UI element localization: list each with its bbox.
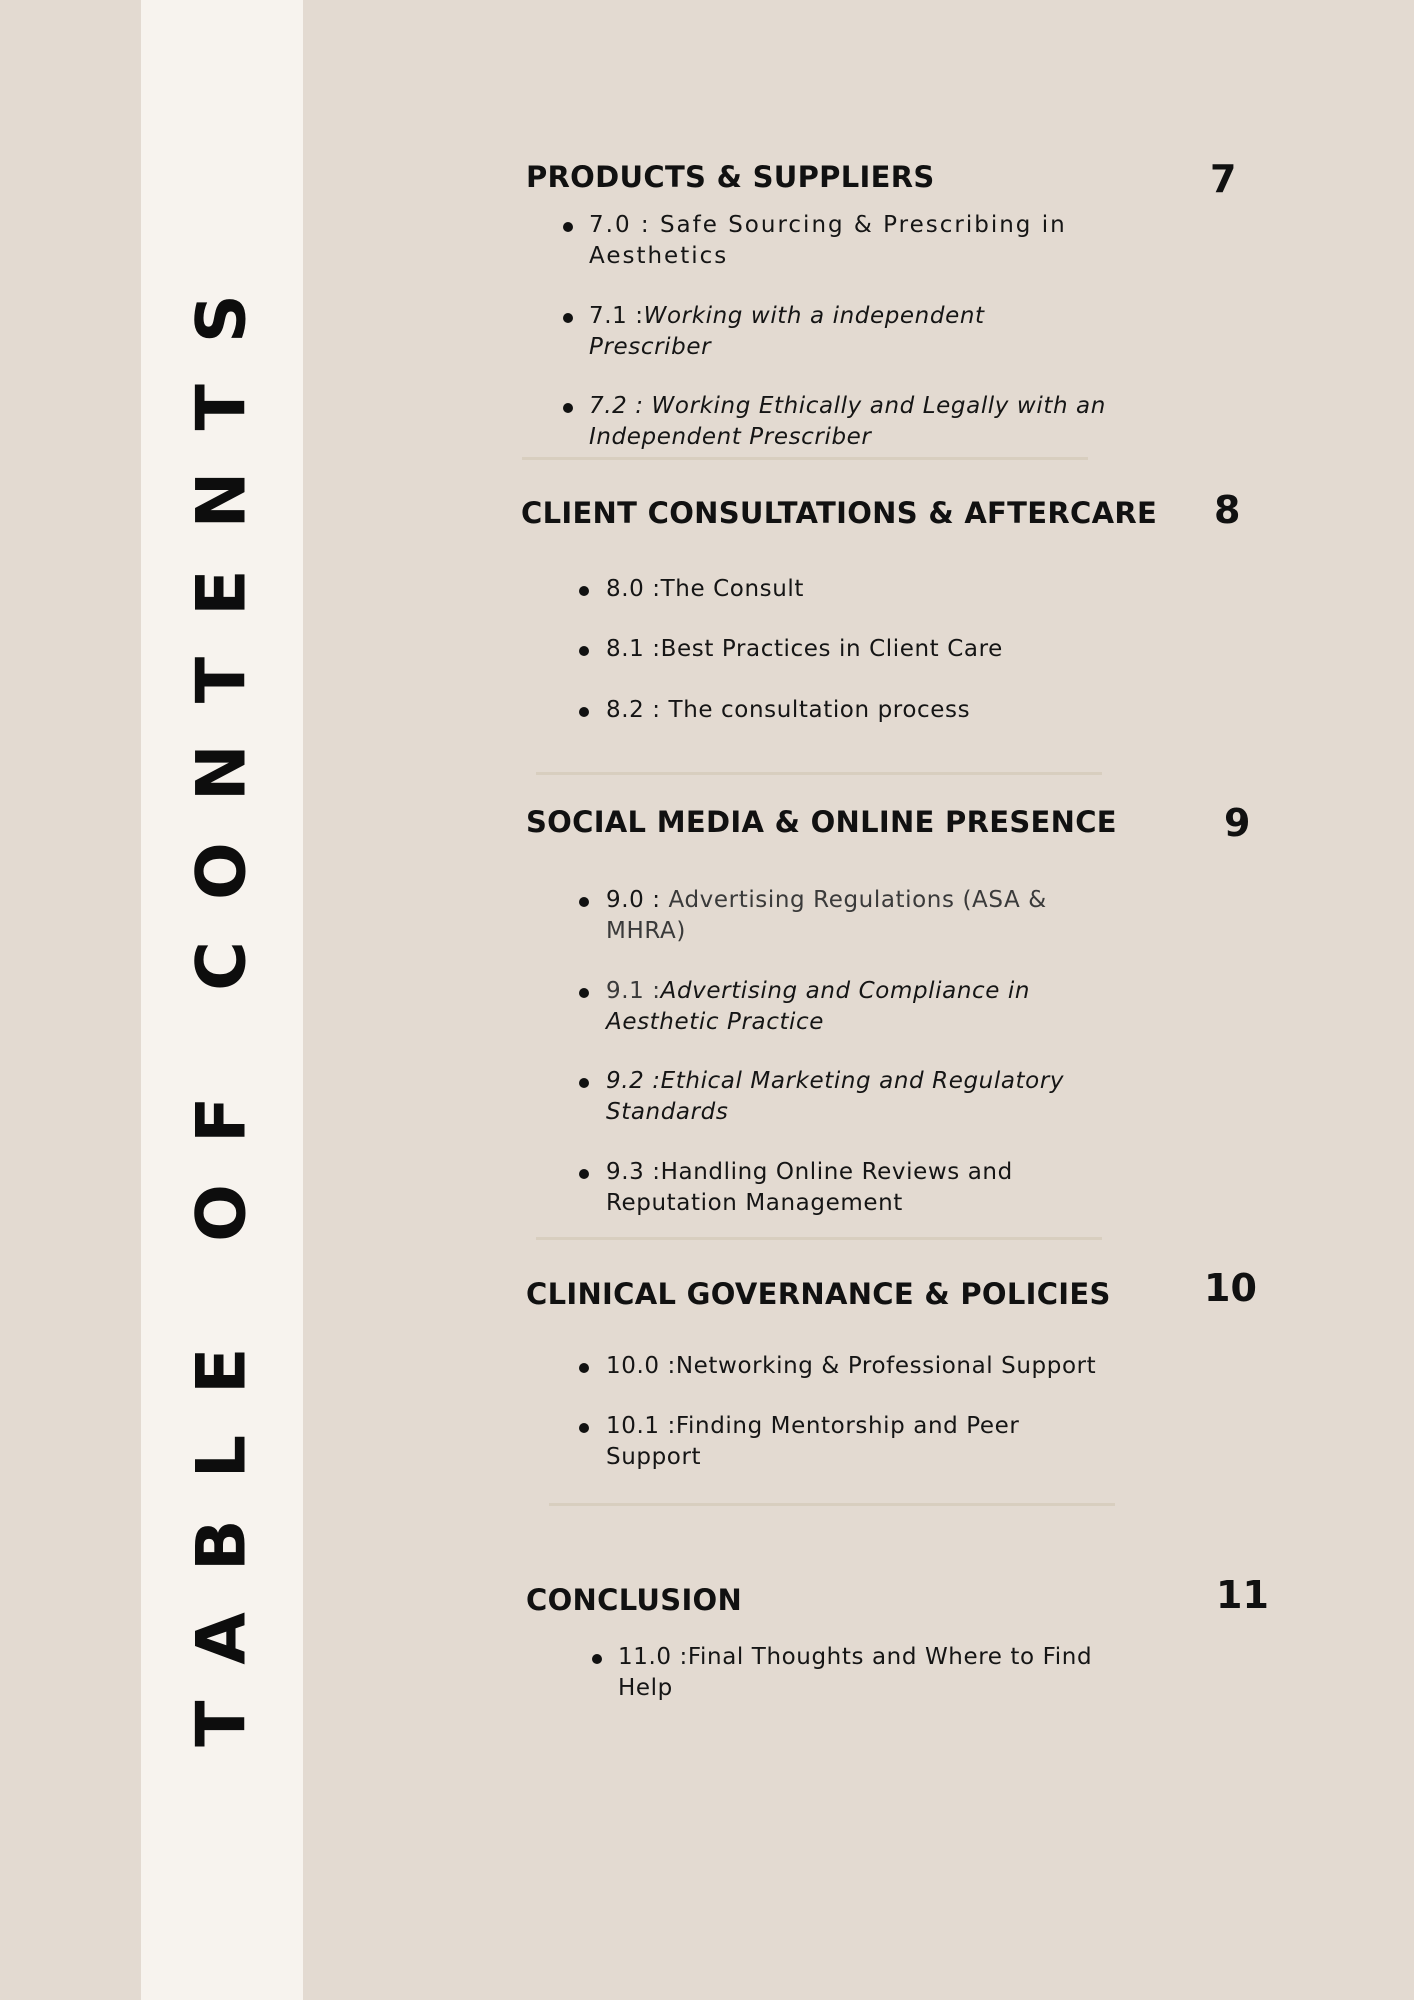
section-divider (536, 772, 1102, 775)
toc-entry[interactable] (606, 634, 1126, 665)
entry-number: 9.3 : (606, 1159, 661, 1185)
entry-number: 10.0 : (606, 1353, 676, 1379)
bullet-icon (579, 988, 589, 998)
entry-text: Safe Sourcing & Prescribing in Aesthetics (589, 212, 1067, 269)
bullet-icon (579, 1363, 589, 1373)
section-title: PRODUCTS & SUPPLIERS (526, 160, 935, 194)
entry-text: Networking & Professional Support (675, 1353, 1097, 1379)
section-title: SOCIAL MEDIA & ONLINE PRESENCE (526, 805, 1117, 839)
toc-entry[interactable] (606, 1157, 1076, 1219)
section-title: CONCLUSION (526, 1583, 743, 1617)
toc-entry[interactable] (606, 1411, 1026, 1473)
toc-entry[interactable] (589, 210, 1109, 272)
bullet-icon (579, 646, 589, 656)
section-page-number: 11 (1216, 1573, 1269, 1617)
entry-number: 7.0 : (589, 212, 651, 238)
bullet-icon (563, 222, 573, 232)
entry-text: Finding Mentorship and Peer Support (606, 1413, 1020, 1470)
toc-entry[interactable] (618, 1642, 1098, 1704)
section-page-number: 8 (1214, 488, 1241, 532)
toc-entry[interactable] (606, 976, 1076, 1038)
entry-number: 11.0 : (618, 1644, 688, 1670)
toc-entry[interactable] (606, 1066, 1076, 1128)
entry-number: 9.1 : (606, 978, 661, 1004)
entry-number: 8.1 : (606, 636, 661, 662)
section-title: CLINICAL GOVERNANCE & POLICIES (526, 1277, 1111, 1311)
vertical-title: TABLE OF CONTENTS (182, 253, 262, 1747)
section-page-number: 9 (1224, 801, 1251, 845)
bullet-icon (579, 1078, 589, 1088)
bullet-icon (592, 1654, 602, 1664)
section-divider (522, 457, 1088, 460)
bullet-icon (579, 1169, 589, 1179)
entry-text: Final Thoughts and Where to Find Help (618, 1644, 1093, 1701)
toc-entry[interactable] (606, 1351, 1126, 1382)
toc-entry[interactable] (589, 301, 1109, 363)
section-page-number: 10 (1204, 1266, 1257, 1310)
section-title: CLIENT CONSULTATIONS & AFTERCARE (521, 496, 1158, 530)
bullet-icon (563, 403, 573, 413)
entry-text: Working Ethically and Legally with an Independent Prescriber (589, 393, 1106, 450)
entry-text: Working with a independent Prescriber (589, 303, 985, 360)
section-divider (536, 1237, 1102, 1240)
bullet-icon (579, 586, 589, 596)
bullet-icon (579, 707, 589, 717)
entry-number: 9.2 : (606, 1068, 661, 1094)
toc-entry[interactable] (589, 391, 1109, 453)
entry-number: 8.0 : (606, 576, 661, 602)
entry-text: Ethical Marketing and Regulatory Standards (606, 1068, 1065, 1125)
entry-text: Handling Online Reviews and Reputation Management (606, 1159, 1013, 1216)
entry-text: Advertising and Compliance in Aesthetic Practice (606, 978, 1031, 1035)
entry-text: The Consult (660, 576, 805, 602)
entry-number: 9.0 : (606, 887, 661, 913)
toc-entry[interactable] (606, 885, 1076, 947)
bullet-icon (563, 313, 573, 323)
entry-text: Best Practices in Client Care (660, 636, 1003, 662)
entry-number: 7.2 : (589, 393, 644, 419)
entry-number: 7.1 : (589, 303, 644, 329)
bullet-icon (579, 897, 589, 907)
entry-text: The consultation process (660, 697, 971, 723)
entry-number: 10.1 : (606, 1413, 676, 1439)
section-page-number: 7 (1210, 157, 1237, 201)
bullet-icon (579, 1423, 589, 1433)
toc-entry[interactable] (606, 695, 1126, 726)
entry-number: 8.2 : (606, 697, 661, 723)
section-divider (549, 1503, 1115, 1506)
entry-text: Advertising Regulations (ASA & MHRA) (606, 887, 1047, 944)
toc-entry[interactable] (606, 574, 1126, 605)
